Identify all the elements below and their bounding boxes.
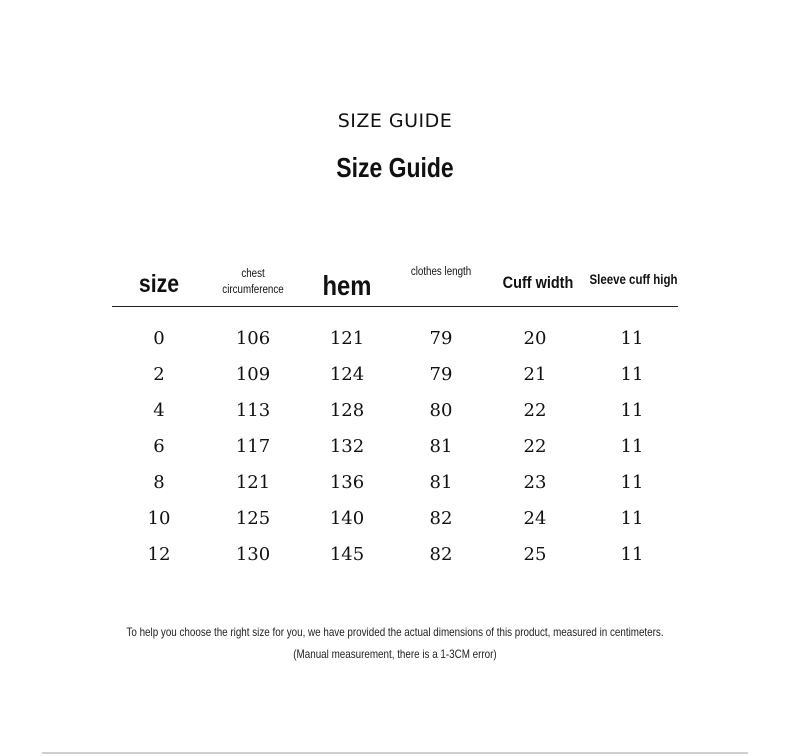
cell-sleeve-cuff: 11 [620,436,644,457]
cell-hem: 132 [329,436,365,457]
cell-length: 82 [429,508,453,529]
cell-sleeve-cuff: 11 [620,544,644,565]
cell-size: 10 [147,508,171,529]
cell-size: 0 [153,328,165,349]
cell-length: 79 [429,364,453,385]
cell-cuff-width: 22 [523,400,547,421]
cell-cuff-width: 22 [523,436,547,457]
header-clothes-length: clothes length [410,266,472,278]
cell-sleeve-cuff: 11 [620,472,644,493]
cell-hem: 124 [329,364,365,385]
table-row [112,393,678,429]
cell-length: 81 [429,472,453,493]
measurement-error-note: (Manual measurement, there is a 1-3CM error) [293,647,497,661]
bottom-divider [42,752,748,754]
cell-sleeve-cuff: 11 [620,328,644,349]
size-table [112,258,678,573]
cell-sleeve-cuff: 11 [620,364,644,385]
table-row [112,537,678,573]
cell-chest: 109 [235,364,271,385]
cell-hem: 128 [329,400,365,421]
cell-chest: 113 [235,400,271,421]
table-row [112,429,678,465]
cell-cuff-width: 20 [523,328,547,349]
table-row [112,321,678,357]
cell-cuff-width: 25 [523,544,547,565]
table-row [112,501,678,537]
header-chest-circumference: chest circumference [222,268,284,296]
header-cuff-width: Cuff width [502,273,574,292]
cell-chest: 125 [235,508,271,529]
header-sleeve-cuff-high: Sleeve cuff high [589,272,678,287]
header-hem: hem [322,270,372,301]
cell-sleeve-cuff: 11 [620,508,644,529]
cell-size: 2 [153,364,165,385]
cell-cuff-width: 24 [523,508,547,529]
cell-size: 6 [153,436,165,457]
cell-cuff-width: 23 [523,472,547,493]
cell-chest: 121 [235,472,271,493]
table-row [112,357,678,393]
cell-chest: 106 [235,328,271,349]
table-body [112,321,678,573]
size-guide-caps-heading: SIZE GUIDE [337,110,453,132]
cell-length: 81 [429,436,453,457]
cell-size: 4 [153,400,165,421]
cell-length: 80 [429,400,453,421]
cell-cuff-width: 21 [523,364,547,385]
cell-chest: 130 [235,544,271,565]
cell-chest: 117 [235,436,271,457]
table-header-row [112,258,678,307]
size-guide-heading: Size Guide [336,152,454,183]
cell-hem: 140 [329,508,365,529]
table-row [112,465,678,501]
cell-size: 12 [147,544,171,565]
measurement-note: To help you choose the right size for you, we have provided the actual dimensions of this product, measured in centimeters. [126,625,664,639]
cell-sleeve-cuff: 11 [620,400,644,421]
cell-length: 79 [429,328,453,349]
cell-hem: 136 [329,472,365,493]
header-size: size [138,270,180,298]
cell-hem: 145 [329,544,365,565]
cell-size: 8 [153,472,165,493]
cell-length: 82 [429,544,453,565]
cell-hem: 121 [329,328,365,349]
